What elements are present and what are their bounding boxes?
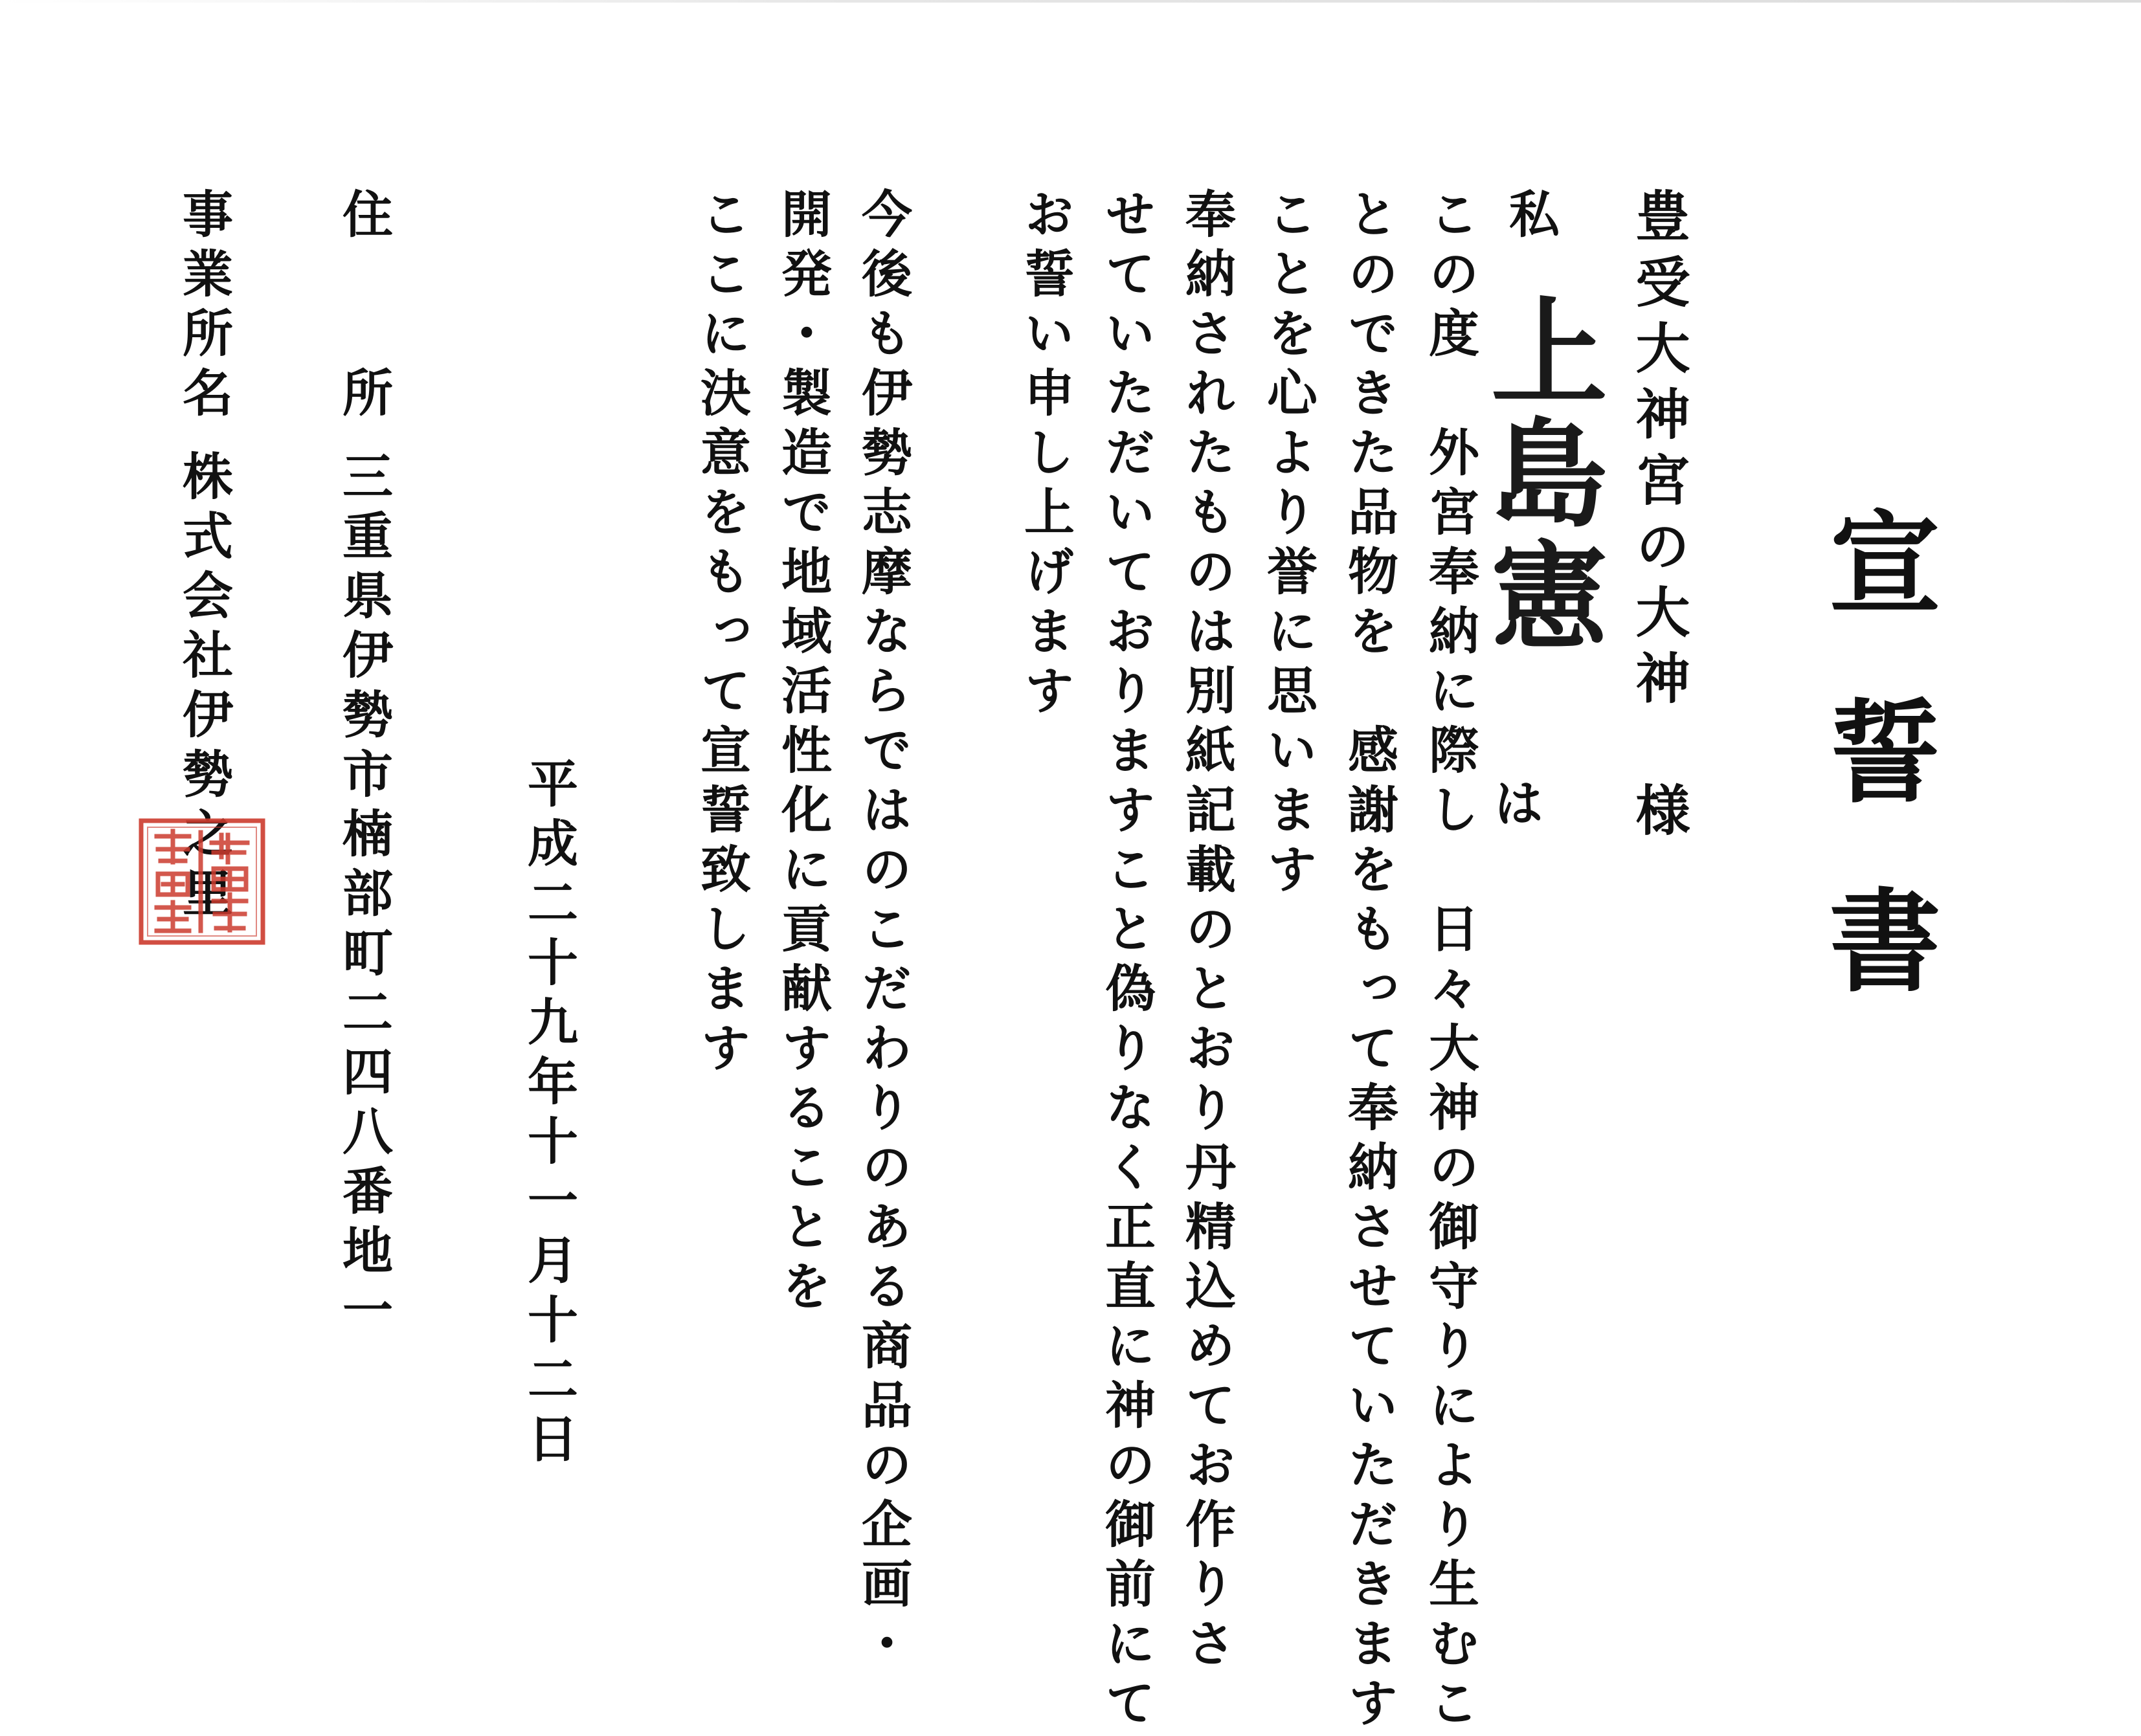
company-value: 株式会社伊勢之里 bbox=[174, 450, 233, 926]
body-line-1: この度 外宮奉納に際し 日々大神の御守りにより生むこ bbox=[1420, 188, 1479, 1736]
body-line-4: 奉納されたものは別紙記載のとおり丹精込めてお作りさ bbox=[1177, 188, 1236, 1676]
company-seal-stamp bbox=[137, 817, 267, 946]
address-label: 住 所 bbox=[334, 188, 393, 426]
body-line-5: せていただいておりますこと偽りなく正直に神の御前にて bbox=[1097, 188, 1156, 1736]
address-value: 三重県伊勢市楠部町二四八番地一 bbox=[334, 450, 393, 1343]
body-line-2: とのできた品物を 感謝をもって奉納させていただきます bbox=[1340, 188, 1398, 1736]
document-date: 平成二十九年十一月十二日 bbox=[519, 757, 578, 1472]
body-line-6: お誓い申し上げます bbox=[1016, 188, 1075, 724]
addressee-line: 豊受大神宮の大神 様 bbox=[1627, 188, 1691, 848]
pledge-line-2: 開発・製造で地域活性化に貢献することを bbox=[773, 188, 832, 1319]
pronoun: 私 bbox=[1501, 188, 1560, 247]
company-label: 事業所名 bbox=[174, 188, 233, 426]
name-particle: は bbox=[1485, 777, 1544, 836]
document-title: 宣誓書 bbox=[1811, 505, 1942, 1072]
pledge-line-1: 今後も伊勢志摩ならではのこだわりのある商品の企画・ bbox=[853, 188, 912, 1676]
paper-top-edge bbox=[0, 0, 2141, 3]
signatory-name: 上島憲 bbox=[1472, 291, 1608, 656]
body-line-3: ことを心より誉に思います bbox=[1259, 188, 1317, 902]
pledge-line-3: ここに決意をもって宣誓致します bbox=[692, 188, 751, 1081]
